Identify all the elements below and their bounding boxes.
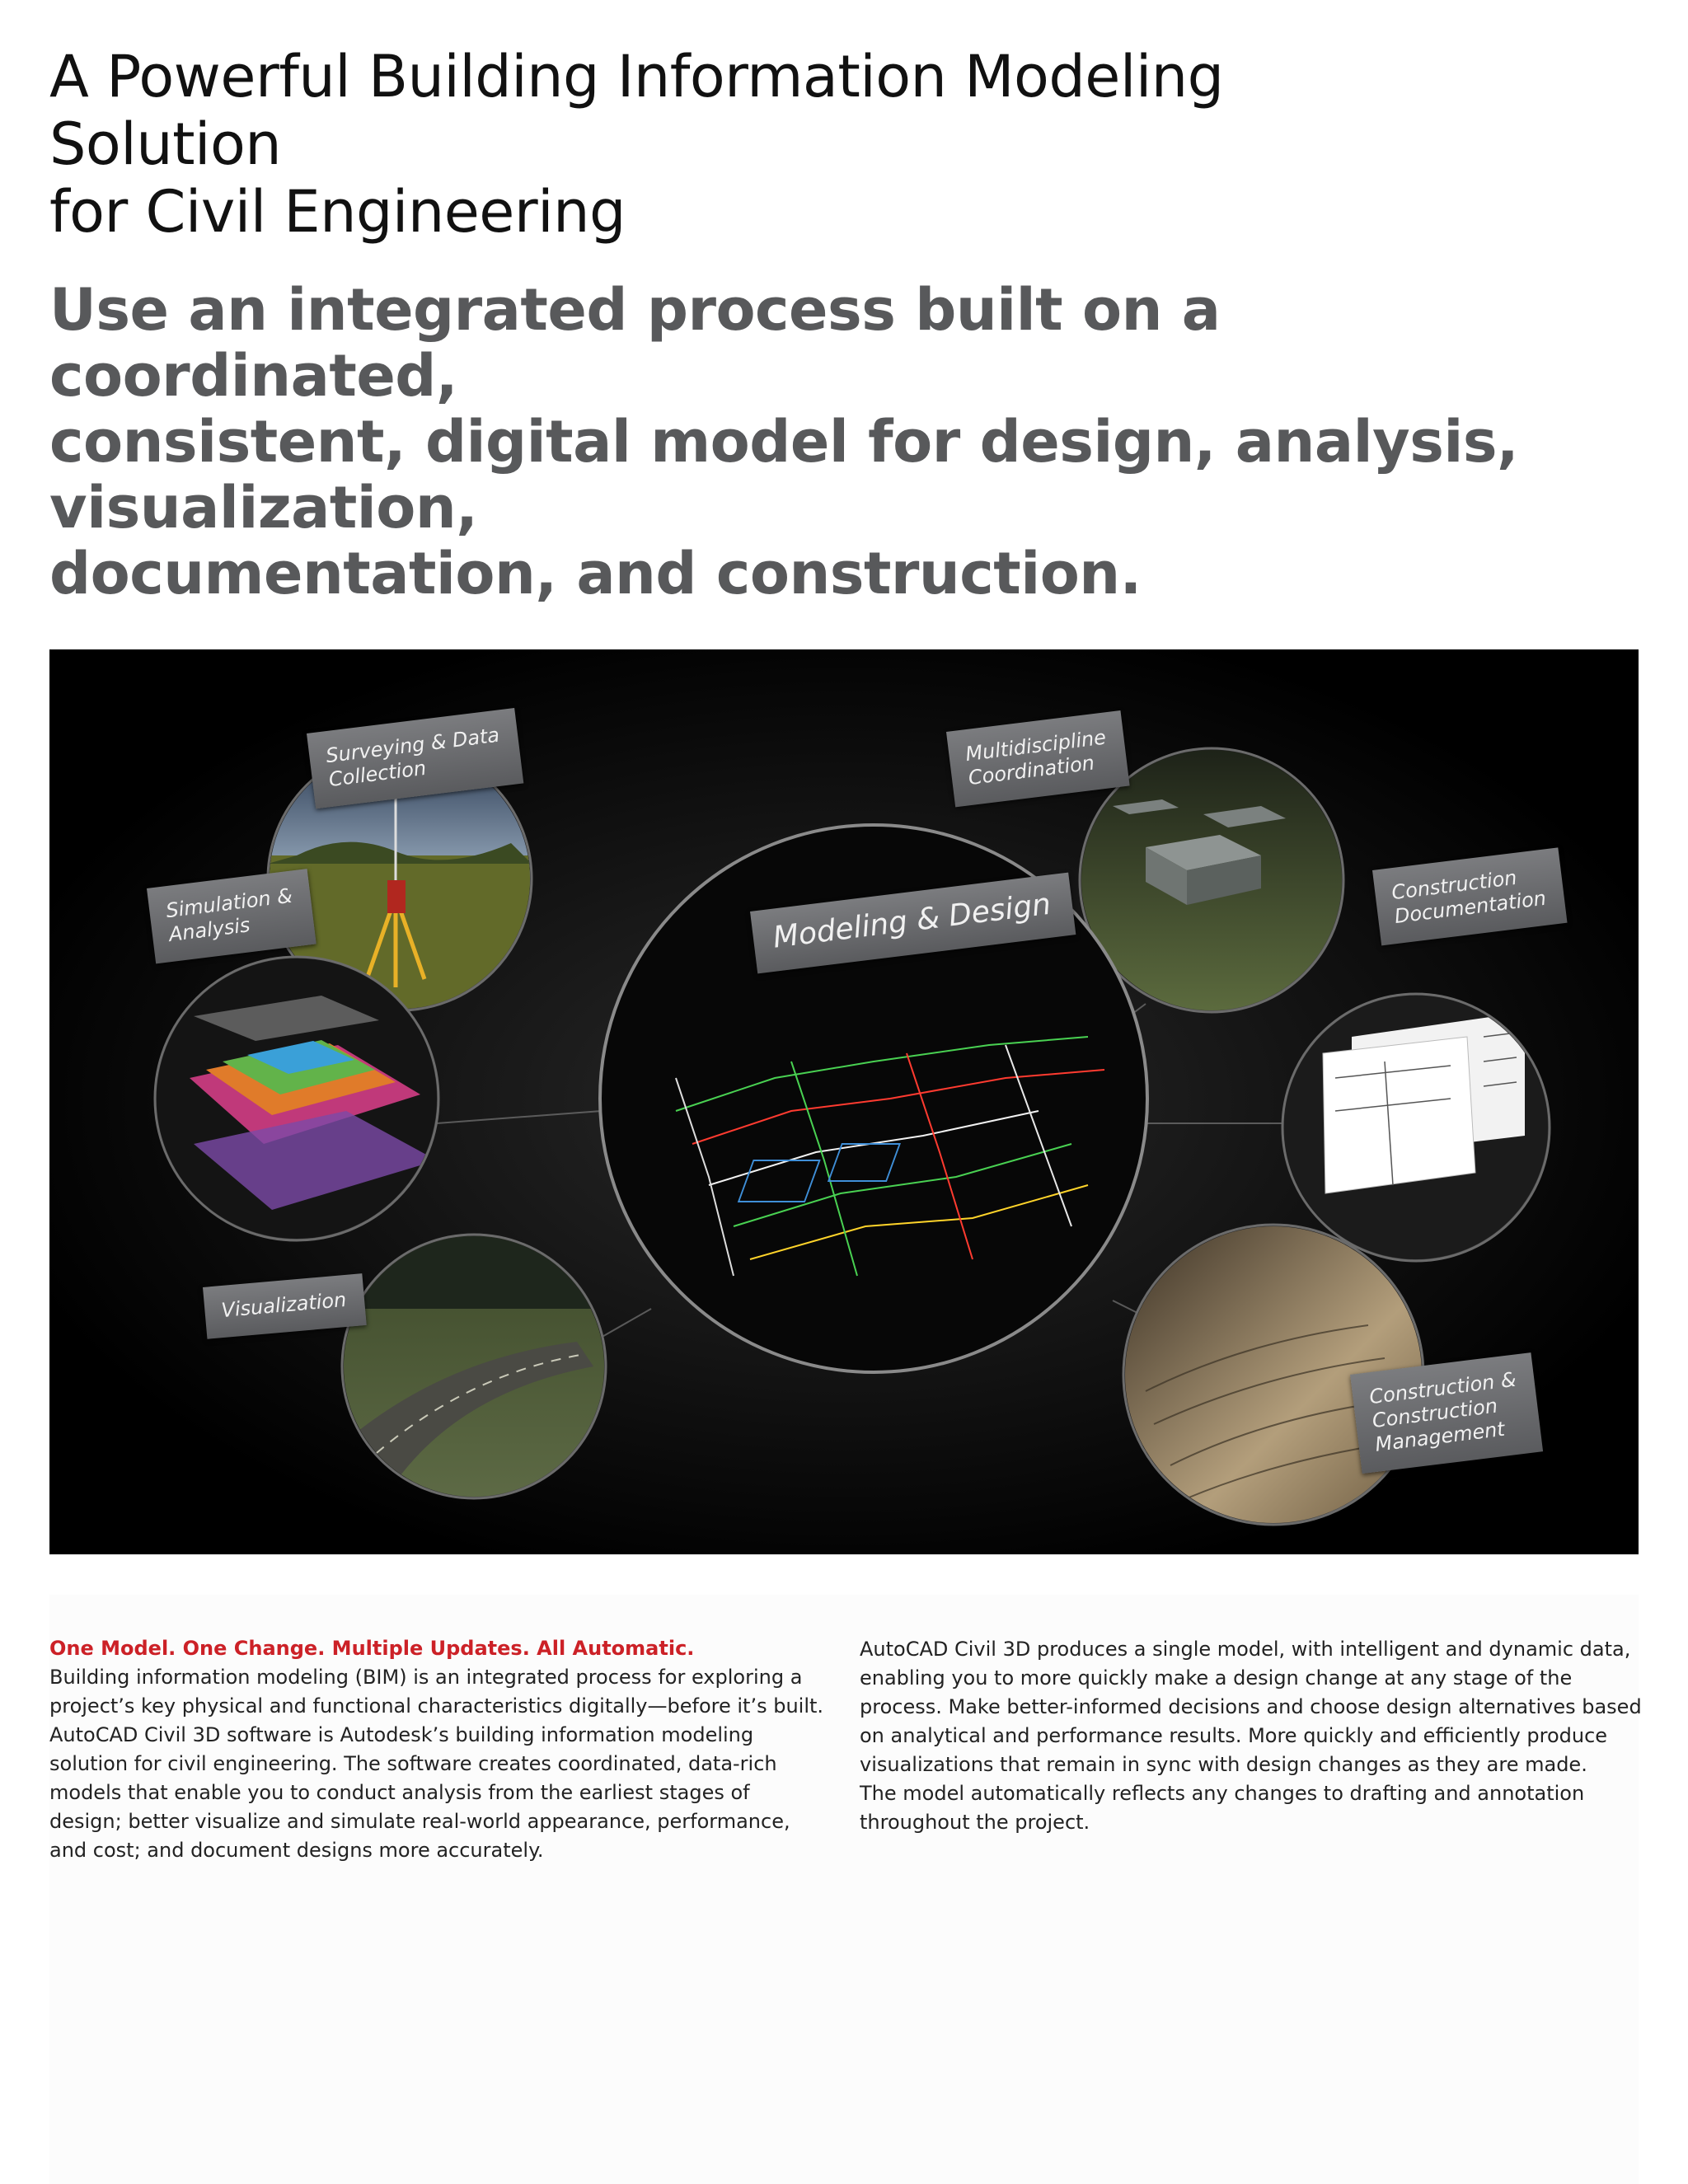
documentation-sphere xyxy=(1282,994,1550,1262)
multidiscipline-sphere xyxy=(1080,748,1343,1012)
right-paragraph-1: AutoCAD Civil 3D produces a single model, with intelligent and dynamic data, enabling you to more quickly make a design change at any stage of the process. Make better-informed decisions and choose design alternatives based on analytical and performance results. More quickly and efficiently produce visualizations that remain in sync with design changes as they are made. xyxy=(860,1638,1642,1776)
label-surveying: Surveying & Data Collection xyxy=(307,708,523,808)
right-paragraph-2: The model automatically reflects any changes to drafting and annotation throughout the project. xyxy=(860,1782,1585,1834)
subtitle-line-2: consistent, digital model for design, analysis, visualization, xyxy=(49,408,1519,541)
body-column-right xyxy=(860,1635,1643,1837)
left-paragraph: Building information modeling (BIM) is an integrated process for exploring a project’s key physical and functional characteristics digitally—before it’s built. AutoCAD Civil 3D software is Autodesk’s building information modeling solution for civil engineering. The software creates coordinated, data-rich models that enable you to conduct analysis from the earliest stages of design; better visualize and simulate real-world appearance, performance, and cost; and document designs more accurately. xyxy=(49,1666,824,1862)
bim-process-diagram xyxy=(49,649,1639,1554)
section-kicker: One Model. One Change. Multiple Updates. All Automatic. xyxy=(49,1637,695,1660)
label-multidiscipline: Multidiscipline Coordination xyxy=(946,710,1130,807)
subtitle-line-1: Use an integrated process built on a coordinated, xyxy=(49,276,1221,410)
subtitle-line-3: documentation, and construction. xyxy=(49,540,1142,607)
label-construction-documentation: Construction Documentation xyxy=(1372,847,1568,945)
body-column-left xyxy=(49,1634,824,1865)
label-simulation: Simulation & Analysis xyxy=(147,869,316,963)
visualization-sphere xyxy=(342,1235,606,1498)
title-line-2: for Civil Engineering xyxy=(49,178,626,246)
page-title xyxy=(49,43,1451,246)
label-construction-management: Construction & Construction Management xyxy=(1350,1352,1543,1474)
label-visualization: Visualization xyxy=(203,1273,367,1339)
page-subtitle xyxy=(49,277,1615,607)
label-modeling-design: Modeling & Design xyxy=(750,873,1076,974)
simulation-sphere xyxy=(155,957,439,1243)
title-line-1: A Powerful Building Information Modeling Solution xyxy=(49,43,1224,178)
